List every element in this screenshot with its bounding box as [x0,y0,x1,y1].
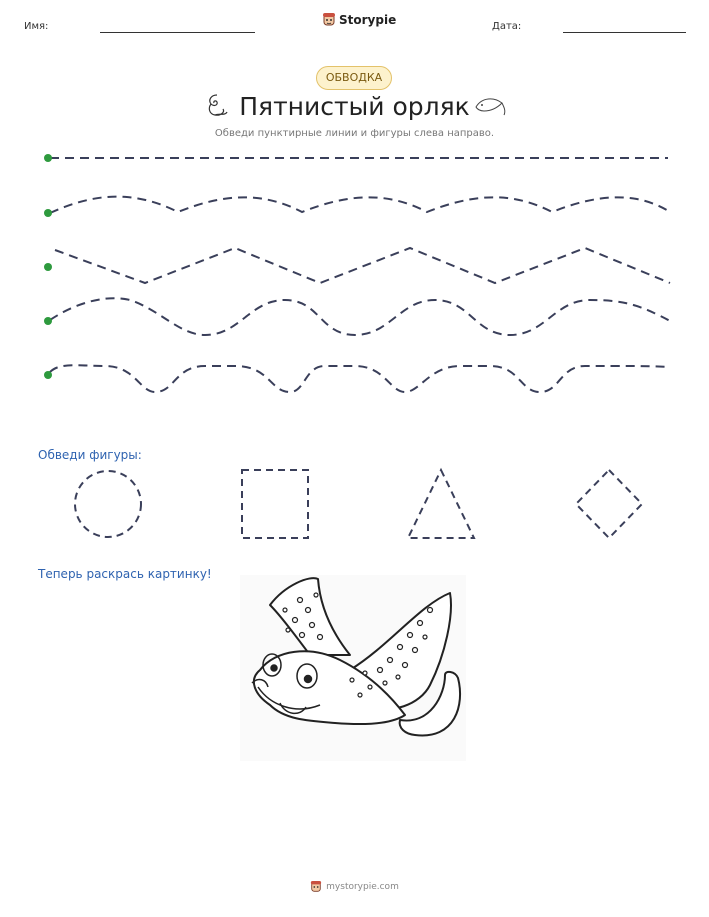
storypie-mascot-icon [310,880,322,894]
worksheet-type-badge: ОБВОДКА [316,66,392,90]
shapes-section-label: Обведи фигуры: [38,448,142,462]
footer-url[interactable]: mystorypie.com [326,882,399,892]
triangle-icon [408,470,474,538]
page-title: Пятнистый орляк [239,92,470,121]
logo-text: Storypie [339,13,397,27]
name-label: Имя: [24,21,49,32]
footer [0,880,709,894]
eagle-ray-illustration[interactable] [240,575,466,761]
date-label: Дата: [492,21,522,32]
circle-icon [75,471,141,537]
diamond-icon [576,470,642,538]
instruction-text: Обведи пунктирные линии и фигуры слева направо. [214,128,495,139]
square-icon [242,470,308,538]
coloring-section-label: Теперь раскрась картинку! [38,567,212,581]
